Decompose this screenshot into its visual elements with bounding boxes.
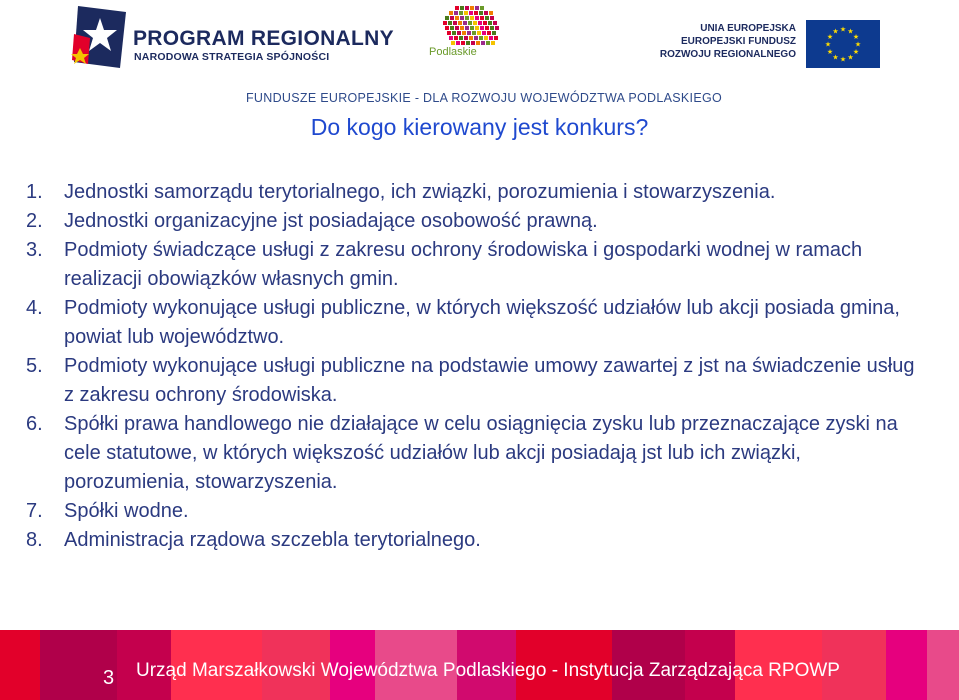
list-item-number: 4. bbox=[26, 297, 43, 319]
eligible-entities-list bbox=[26, 178, 926, 555]
list-item-number: 1. bbox=[26, 181, 43, 203]
svg-text:★: ★ bbox=[839, 56, 847, 64]
svg-text:★: ★ bbox=[847, 54, 854, 62]
eu-logo bbox=[659, 20, 880, 68]
slide-title: Do kogo kierowany jest konkurs? bbox=[310, 114, 649, 140]
list-item bbox=[26, 497, 926, 526]
list-item-number: 8. bbox=[26, 529, 43, 551]
slide-header bbox=[0, 0, 959, 105]
list-item bbox=[26, 178, 926, 207]
list-item-number: 3. bbox=[26, 239, 43, 261]
list-item-text: Podmioty wykonujące usługi publiczne na podstawie umowy zawartej z jst na świadczenie usług z zakresu ochrony środowiska. bbox=[64, 355, 915, 406]
program-regionalny-logo bbox=[70, 4, 394, 74]
list-item-text: Jednostki organizacyjne jst posiadające osobowość prawną. bbox=[64, 210, 598, 232]
svg-text:★: ★ bbox=[852, 49, 860, 56]
list-item bbox=[26, 294, 926, 352]
list-item bbox=[26, 236, 926, 294]
list-item bbox=[26, 352, 926, 410]
list-item-number: 7. bbox=[26, 500, 43, 522]
program-title: PROGRAM REGIONALNY bbox=[133, 27, 394, 50]
list-item-text: Jednostki samorządu terytorialnego, ich związki, porozumienia i stowarzyszenia. bbox=[64, 181, 776, 203]
slide-content bbox=[26, 178, 926, 555]
svg-text:★: ★ bbox=[824, 41, 832, 49]
list-item-text: Spółki prawa handlowego nie działające w celu osiągnięcia zysku lub przeznaczające zyski na cele statutowe, w których większość udziałów lub akcji posiadają jst lub ich związki, porozumienia, stowarzyszenia. bbox=[64, 413, 898, 493]
svg-text:★: ★ bbox=[839, 26, 847, 34]
footer-organization: Urząd Marszałkowski Województwa Podlaskiego - Instytucja Zarządzająca RPOWP bbox=[136, 660, 840, 681]
list-item bbox=[26, 410, 926, 497]
eu-flag-icon bbox=[806, 20, 880, 68]
eu-line-1: UNIA EUROPEJSKA bbox=[700, 23, 796, 34]
svg-text:★: ★ bbox=[854, 41, 862, 49]
svg-text:★: ★ bbox=[826, 49, 834, 56]
svg-text:★: ★ bbox=[826, 34, 834, 41]
eu-fund-text bbox=[660, 22, 796, 61]
list-item-text: Administracja rządowa szczebla terytorialnego. bbox=[64, 529, 481, 551]
star-flag-logo-icon bbox=[70, 4, 132, 74]
podlaskie-logo bbox=[425, 4, 535, 66]
list-item bbox=[26, 207, 926, 236]
svg-text:★: ★ bbox=[847, 28, 854, 36]
list-item-number: 5. bbox=[26, 355, 43, 377]
list-item-text: Podmioty świadczące usługi z zakresu ochrony środowiska i gospodarki wodnej w ramach realizacji obowiązków własnych gmin. bbox=[64, 239, 863, 290]
bison-mosaic-icon bbox=[425, 4, 535, 48]
eu-line-3: ROZWOJU REGIONALNEGO bbox=[659, 49, 796, 60]
list-item-text: Spółki wodne. bbox=[64, 500, 189, 522]
list-item bbox=[26, 526, 926, 555]
list-item-number: 6. bbox=[26, 413, 43, 435]
svg-text:★: ★ bbox=[832, 54, 839, 62]
list-item-number: 2. bbox=[26, 210, 43, 232]
list-item-text: Podmioty wykonujące usługi publiczne, w których większość udziałów lub akcji posiada gmina, powiat lub województwo. bbox=[64, 297, 900, 348]
funds-tagline: FUNDUSZE EUROPEJSKIE - DLA ROZWOJU WOJEWÓDZTWA PODLASKIEGO bbox=[246, 91, 723, 105]
program-subtitle: NARODOWA STRATEGIA SPÓJNOŚCI bbox=[134, 51, 330, 63]
svg-text:★: ★ bbox=[852, 34, 860, 41]
eu-line-2: EUROPEJSKI FUNDUSZ bbox=[680, 36, 796, 47]
svg-text:★: ★ bbox=[832, 28, 839, 36]
slide-footer bbox=[0, 630, 959, 700]
region-label: Podlaskie bbox=[429, 46, 477, 58]
page-number: 3 bbox=[103, 667, 115, 689]
